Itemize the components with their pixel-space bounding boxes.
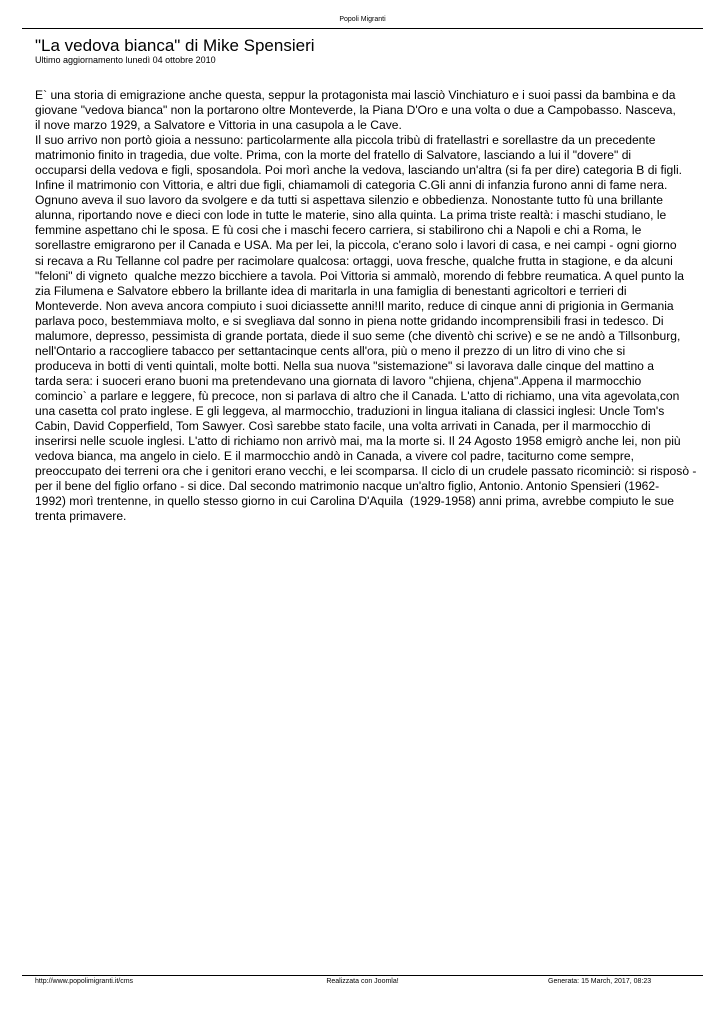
article-line: produceva in botti di venti quintali, molte botti. Nella sua nuova "sistemazione" si lavorava dalle cinque del mattino a <box>35 358 654 373</box>
article-line: preoccupato dei terreni ora che i genitori erano vecchi, e lei scomparsa. Il ciclo di un crudele passato ricominciò: si risposò - <box>35 464 697 479</box>
article-line: occuparsi della vedova e figli, sposandola. Poi morì anche la vedova, lasciando un'altra (si fa per dire) categoria B di figli. <box>35 163 682 178</box>
article-line: giovane "vedova bianca" non la portarono oltre Monteverde, la Piana D'Oro e una volta o due a Campobasso. Nasceva, <box>35 103 676 118</box>
article-line: 1992) morì trentenne, in quello stesso giorno in cui Carolina D'Aquila (1929-1958) anni prima, avrebbe compiuto le sue <box>35 494 674 509</box>
article-body <box>35 88 710 524</box>
article-line: zia Filumena e Salvatore ebbero la brillante idea di maritarla in una famiglia di benestanti agricoltori e terrieri di <box>35 283 627 298</box>
header-divider <box>22 28 703 29</box>
footer-generated-date: Generata: 15 March, 2017, 08:23 <box>548 978 652 985</box>
article-line: parlava poco, bestemmiava molto, e si svegliava dal sonno in piena notte gridando incomprensibili frasi in tedesco. Di <box>35 313 664 328</box>
article-title: "La vedova bianca" di Mike Spensieri <box>35 36 315 55</box>
footer-credit: Realizzata con Joomla! <box>326 978 399 985</box>
article-line: Il suo arrivo non portò gioia a nessuno: particolarmente alla piccola tribù di fratellastri e sorellastre da un precedente <box>35 133 656 148</box>
article-line: vedova bianca, ma angelo in cielo. E il marmocchio andò in Canada, a vivere col padre, taciturno come sempre, <box>35 449 634 464</box>
last-updated-date: Ultimo aggiornamento lunedì 04 ottobre 2010 <box>35 55 216 65</box>
article-line: matrimonio finito in tragedia, due volte. Prima, con la morte del fratello di Salvatore, lasciando a lui il "dovere" di <box>35 148 632 163</box>
article-line: Ognuno aveva il suo lavoro da svolgere e da tutti si aspettava silenzio e obbedienza. Nonostante tutto fù una brillante <box>35 193 663 208</box>
article-line: si recava a Ru Tellanne col padre per racimolare qualcosa: ortaggi, uova fresche, qualche frutta in stagione, e da alcuni <box>35 253 673 268</box>
article-line: inserirsi nelle scuole inglesi. L'atto di richiamo non arrivò mai, ma la morte si. Il 24 Agosto 1958 emigrò anche lei, non più <box>35 434 681 449</box>
article-line: E` una storia di emigrazione anche questa, seppur la protagonista mai lasciò Vinchiaturo e i suoi passi da bambina e da <box>35 88 676 102</box>
article-line: Infine il matrimonio con Vittoria, e altri due figli, chiamamoli di categoria C.Gli anni di infanzia furono anni di fame nera. <box>35 178 668 193</box>
site-header-title: Popoli Migranti <box>339 16 386 23</box>
article-line: Monteverde. Non aveva ancora compiuto i suoi diciassette anni!Il marito, reduce di cinque anni di prigionia in Germania <box>35 298 674 313</box>
article-line: "feloni" di vigneto qualche mezzo bicchiere a tavola. Poi Vittoria si ammalò, morendo di febbre reumatica. A quel punto la <box>35 268 685 283</box>
article-line: nell'Ontario a raccogliere tabacco per settantacinque cents all'ora, più o meno il prezzo di un litro di vino che si <box>35 343 626 358</box>
article-line: per il bene del figlio orfano - si dice. Dal secondo matrimonio nacque un'altro figlio, Antonio. Antonio Spensieri (1962- <box>35 479 660 494</box>
article-line: malumore, depresso, pessimista di grande portata, diede il suo seme (che diventò chi scrive) e se ne andò a Tillsonburg, <box>35 328 681 343</box>
article-line: femmine aspettano chi le sposa. E fù cosi che i maschi fecero carriera, si stabilirono chi a Napoli e chi a Roma, le <box>35 223 642 238</box>
article-line: una casetta col prato inglese. E gli leggeva, al marmocchio, traduzioni in lingua italiana di classici inglesi: Uncle Tom's <box>35 403 665 418</box>
article-line: tarda sera: i suoceri erano buoni ma pretendevano una giornata di lavoro "chjiena, chjena".Appena il marmocchio <box>35 373 642 388</box>
article-line: comincio` a parlare e leggere, fù precoce, non si parlava di altro che il Canada. L'atto di richiamo, una vita agevolata,con <box>35 388 680 403</box>
footer-divider <box>22 975 703 976</box>
article-line: trenta primavere. <box>35 509 127 524</box>
article-line: sorellastre emigrarono per il Canada e USA. Ma per lei, la piccola, c'erano solo i lavori di casa, e nei campi - ogni giorno <box>35 238 677 253</box>
article-line: il nove marzo 1929, a Salvatore e Vittoria in una casupola a le Cave. <box>35 118 402 133</box>
footer-site-url: http://www.popolimigranti.it/cms <box>35 978 134 985</box>
article-line: alunna, riportando nove e dieci con lode in tutte le materie, sino alla quinta. La prima triste realtà: i maschi studiano, le <box>35 208 667 223</box>
article-line: Cabin, David Copperfield, Tom Sawyer. Così sarebbe stato facile, una volta arrivati in Canada, per il marmocchio di <box>35 419 651 434</box>
